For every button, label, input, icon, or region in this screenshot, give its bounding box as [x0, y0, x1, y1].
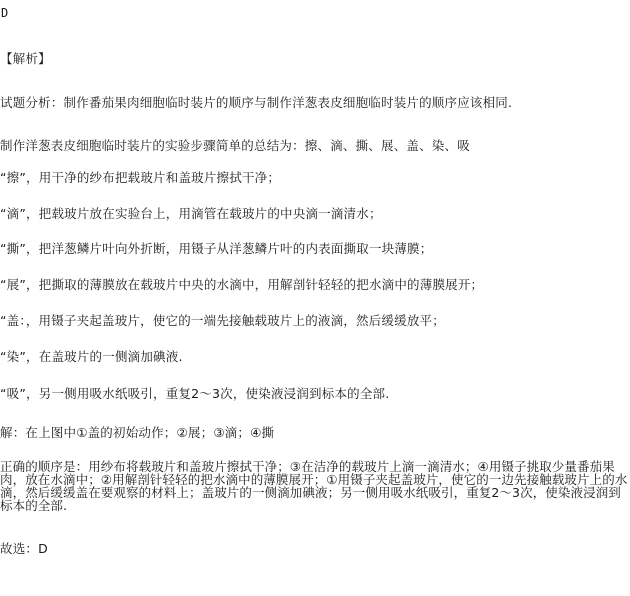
analysis-intro: 试题分析：制作番茄果肉细胞临时装片的顺序与制作洋葱表皮细胞临时装片的顺序应该相同.: [0, 95, 513, 110]
steps-summary: 制作洋葱表皮细胞临时装片的实验步骤简单的总结为：擦、滴、撕、展、盖、染、吸: [0, 138, 470, 153]
step-wipe: “擦”，用干净的纱布把载玻片和盖玻片擦拭干净；: [0, 170, 281, 185]
step-drop: “滴”，把载玻片放在实验台上，用滴管在载玻片的中央滴一滴清水；: [0, 206, 382, 221]
step-absorb: “吸”，另一侧用吸水纸吸引，重复2～3次，使染液浸润到标本的全部.: [0, 386, 390, 401]
step-cover: “盖：，用镊子夹起盖玻片，使它的一端先接触载玻片上的液滴，然后缓缓放平；: [0, 313, 445, 328]
conclusion: 故选：D: [0, 541, 48, 556]
correct-order-paragraph: 正确的顺序是：用纱布将载玻片和盖玻片擦拭干净；③在洁净的载玻片上滴一滴清水；④用镊子挑取少量番茄果肉，放在水滴中；②用解剖针轻轻的把水滴中的薄膜展开；①用镊子夹起盖玻片，使它的一边先接触载玻片上的水滴，然后缓缓盖在要观察的材料上；盖玻片的一侧滴加碘液；另一侧用吸水纸吸引，重复2～3次，使染液浸润到标本的全部.: [0, 459, 628, 513]
step-spread: “展”，把撕取的薄膜放在载玻片中央的水滴中，用解剖针轻轻的把水滴中的薄膜展开；: [0, 277, 484, 292]
solution-line: 解：在上图中①盖的初始动作；②展；③滴；④撕: [0, 425, 275, 440]
section-title: 【解析】: [0, 51, 51, 66]
step-stain: “染”，在盖玻片的一侧滴加碘液.: [0, 349, 183, 364]
step-tear: “撕”，把洋葱鳞片叶向外折断，用镊子从洋葱鳞片叶的内表面撕取一块薄膜；: [0, 241, 433, 256]
answer-letter: D: [1, 6, 9, 20]
